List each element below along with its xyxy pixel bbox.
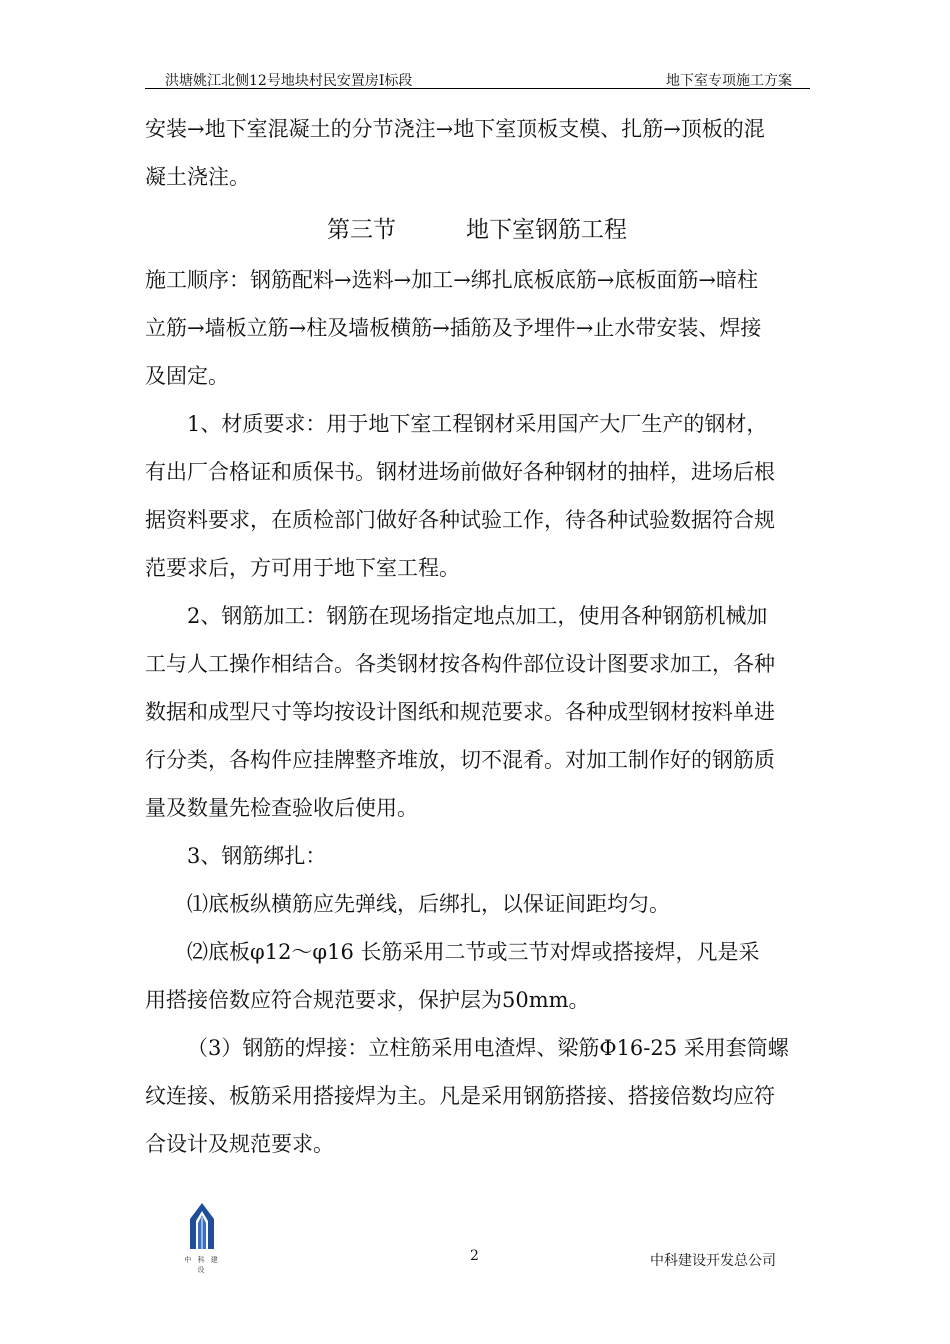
paragraph-line: 据资料要求，在质检部门做好各种试验工作，待各种试验数据符合规 [145,508,775,532]
paragraph-line: 凝土浇注。 [145,165,250,189]
paragraph-line: 及固定。 [145,364,229,388]
paragraph-line: 立筋→墙板立筋→柱及墙板横筋→插筋及予埋件→止水带安装、焊接 [145,316,762,340]
page-header [145,68,810,89]
paragraph-line: 范要求后，方可用于地下室工程。 [145,556,460,580]
paragraph-line: 3、钢筋绑扎： [187,844,327,868]
paragraph-line: （3）钢筋的焊接：立柱筋采用电渣焊、梁筋Φ16-25 采用套筒螺 [187,1036,789,1060]
section-name: 地下室钢筋工程 [466,217,627,243]
paragraph-line: ⑵底板φ12～φ16 长筋采用二节或三节对焊或搭接焊，凡是采 [187,940,760,964]
section-number: 第三节 [327,217,396,243]
paragraph-line: 有出厂合格证和质保书。钢材进场前做好各种钢材的抽样，进场后根 [145,460,775,484]
page-number: 2 [470,1248,479,1264]
paragraph-line: ⑴底板纵横筋应先弹线，后绑扎，以保证间距均匀。 [187,892,670,916]
document-body [145,105,810,1168]
logo-caption: 中 科 建 设 [184,1256,220,1274]
paragraph-line: 工与人工操作相结合。各类钢材按各构件部位设计图要求加工，各种 [145,652,775,676]
paragraph-line: 纹连接、板筋采用搭接焊为主。凡是采用钢筋搭接、搭接倍数均应符 [145,1084,775,1108]
paragraph-line: 合设计及规范要求。 [145,1132,334,1156]
paragraph-line: 量及数量先检查验收后使用。 [145,796,418,820]
company-logo [178,1203,226,1274]
section-heading [145,206,810,254]
paragraph-line: 用搭接倍数应符合规范要求，保护层为50mm。 [145,988,590,1012]
paragraph-line: 安装→地下室混凝土的分节浇注→地下室顶板支模、扎筋→顶板的混 [145,117,765,141]
paragraph-line: 行分类，各构件应挂牌整齐堆放，切不混肴。对加工制作好的钢筋质 [145,748,775,772]
paragraph-line: 1、材质要求：用于地下室工程钢材采用国产大厂生产的钢材， [187,412,768,436]
building-logo-icon [188,1203,216,1249]
paragraph-line: 2、钢筋加工：钢筋在现场指定地点加工，使用各种钢筋机械加 [187,604,768,628]
paragraph-line: 施工顺序：钢筋配料→选料→加工→绑扎底板底筋→底板面筋→暗柱 [145,268,758,292]
footer-company-name: 中科建设开发总公司 [650,1253,776,1269]
header-project-title: 洪塘姚江北侧12号地块村民安置房Ⅰ标段 [165,73,413,89]
header-document-title: 地下室专项施工方案 [666,73,792,89]
paragraph-line: 数据和成型尺寸等均按设计图纸和规范要求。各种成型钢材按料单进 [145,700,775,724]
